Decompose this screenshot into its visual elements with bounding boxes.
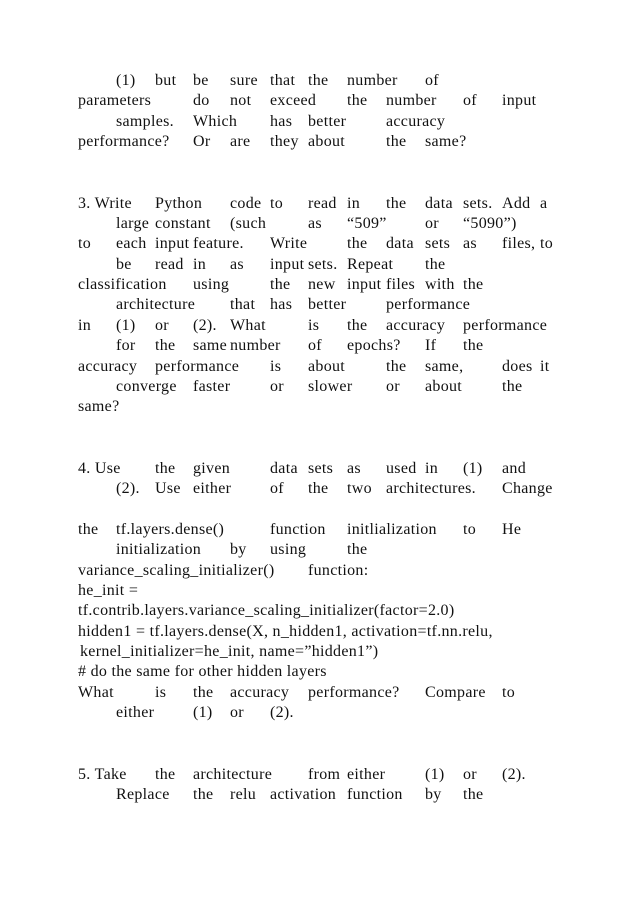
word: function:	[308, 562, 369, 579]
word: relu	[230, 786, 257, 803]
word: as	[347, 460, 361, 477]
word: and	[502, 460, 527, 477]
text-line	[0, 622, 638, 644]
text-line	[0, 765, 638, 787]
word: either	[116, 704, 155, 721]
word: (1)	[116, 72, 136, 89]
text-line	[0, 194, 638, 216]
word: the	[155, 460, 176, 477]
word: not	[230, 92, 252, 109]
word: faster	[193, 378, 231, 395]
word: (1)	[425, 766, 445, 783]
word: kernel_initializer=he_init, name=”hidden1”)	[80, 643, 379, 660]
text-line	[0, 601, 638, 623]
word: has	[270, 296, 293, 313]
word: parameters	[78, 92, 152, 109]
word: input	[347, 276, 382, 293]
word: hidden1 = tf.layers.dense(X, n_hidden1, activation=tf.nn.relu,	[78, 623, 493, 640]
word: to	[540, 235, 554, 252]
word: by	[425, 786, 442, 803]
word: the	[347, 317, 368, 334]
word: about	[308, 133, 346, 150]
text-line	[0, 479, 638, 501]
word: either	[347, 766, 386, 783]
word: or	[386, 378, 400, 395]
word: in	[425, 460, 439, 477]
word: accuracy	[386, 113, 446, 130]
word: variance_scaling_initializer()	[78, 562, 275, 579]
word: performance?	[78, 133, 170, 150]
word: has	[270, 113, 293, 130]
word: number	[230, 337, 281, 354]
word: given	[193, 460, 231, 477]
word: as	[230, 256, 244, 273]
word: does	[502, 358, 533, 375]
text-line	[0, 561, 638, 583]
word: but	[155, 72, 177, 89]
word: Which	[193, 113, 238, 130]
word: sets.	[463, 195, 493, 212]
word: the	[386, 358, 407, 375]
text-line	[0, 91, 638, 113]
word: data	[386, 235, 414, 252]
text-line	[0, 295, 638, 317]
word: # do the same for other hidden layers	[78, 663, 327, 680]
word: (2).	[116, 480, 140, 497]
text-line	[0, 132, 638, 154]
word: the	[386, 195, 407, 212]
word: the	[347, 235, 368, 252]
word: performance	[155, 358, 240, 375]
word: be	[193, 72, 209, 89]
word: Write	[270, 235, 308, 252]
word: the	[386, 133, 407, 150]
word: used	[386, 460, 417, 477]
word: files	[386, 276, 416, 293]
word: number	[386, 92, 437, 109]
word: Replace	[116, 786, 170, 803]
word: is	[308, 317, 320, 334]
word: sets	[425, 235, 451, 252]
word: do	[193, 92, 210, 109]
word: classification	[78, 276, 167, 293]
word: performance?	[308, 684, 400, 701]
word: each	[116, 235, 147, 252]
text-line	[0, 703, 638, 725]
word: What	[230, 317, 266, 334]
text-line	[0, 459, 638, 481]
word: (1)	[463, 460, 483, 477]
word: read	[155, 256, 184, 273]
word: for	[116, 337, 136, 354]
text-line	[0, 234, 638, 256]
text-line	[0, 397, 638, 419]
word: (1)	[116, 317, 136, 334]
word: to	[78, 235, 92, 252]
word: performance	[386, 296, 471, 313]
word: the	[193, 786, 214, 803]
word: initialization	[116, 541, 202, 558]
word: using	[270, 541, 307, 558]
word: Change	[502, 480, 553, 497]
word: input	[502, 92, 537, 109]
word: If	[425, 337, 437, 354]
word: large	[116, 215, 150, 232]
text-line	[0, 642, 638, 664]
word: tf.layers.dense()	[116, 521, 225, 538]
word: accuracy	[386, 317, 446, 334]
word: epochs?	[347, 337, 401, 354]
text-line	[0, 336, 638, 358]
word: new	[308, 276, 336, 293]
word: 4. Use	[78, 460, 121, 477]
text-line	[0, 255, 638, 277]
word: (1)	[193, 704, 213, 721]
word: the	[308, 72, 329, 89]
word: he_init =	[78, 582, 139, 599]
word: feature.	[193, 235, 244, 252]
word: is	[270, 358, 282, 375]
word: to	[463, 521, 477, 538]
word: Repeat	[347, 256, 394, 273]
word: that	[230, 296, 256, 313]
word: the	[502, 378, 523, 395]
word: samples.	[116, 113, 174, 130]
word: by	[230, 541, 247, 558]
text-line	[0, 540, 638, 562]
word: accuracy	[78, 358, 138, 375]
text-line	[0, 71, 638, 93]
word: input	[270, 256, 305, 273]
text-line	[0, 214, 638, 236]
word: sure	[230, 72, 258, 89]
word: architecture	[116, 296, 196, 313]
word: 3. Write	[78, 195, 132, 212]
word: architecture	[193, 766, 273, 783]
word: the	[463, 786, 484, 803]
word: Or	[193, 133, 211, 150]
word: same,	[425, 358, 464, 375]
word: the	[347, 541, 368, 558]
word: a	[540, 195, 548, 212]
word: of	[425, 72, 439, 89]
word: about	[308, 358, 346, 375]
word: constant	[155, 215, 211, 232]
word: be	[116, 256, 132, 273]
word: is	[155, 684, 167, 701]
text-line	[0, 785, 638, 807]
word: it	[540, 358, 550, 375]
word: that	[270, 72, 296, 89]
word: 5. Take	[78, 766, 127, 783]
word: initlialization	[347, 521, 437, 538]
word: Add	[502, 195, 531, 212]
word: they	[270, 133, 299, 150]
word: “5090”)	[463, 215, 517, 232]
word: sets.	[308, 256, 338, 273]
word: “509”	[347, 215, 387, 232]
word: function	[270, 521, 326, 538]
word: with	[425, 276, 455, 293]
word: tf.contrib.layers.variance_scaling_initializer(factor=2.0)	[78, 602, 455, 619]
word: the	[308, 480, 329, 497]
word: of	[308, 337, 322, 354]
word: He	[502, 521, 522, 538]
word: the	[193, 684, 214, 701]
word: the	[425, 256, 446, 273]
word: architectures.	[386, 480, 476, 497]
word: code	[230, 195, 262, 212]
word: are	[230, 133, 251, 150]
word: either	[193, 480, 232, 497]
word: in	[78, 317, 92, 334]
word: data	[270, 460, 298, 477]
word: as	[463, 235, 477, 252]
word: exceed	[270, 92, 317, 109]
text-line	[0, 520, 638, 542]
word: the	[463, 276, 484, 293]
word: in	[347, 195, 361, 212]
word: converge	[116, 378, 177, 395]
word: better	[308, 296, 347, 313]
word: function	[347, 786, 403, 803]
word: input	[155, 235, 190, 252]
text-line	[0, 662, 638, 684]
word: using	[193, 276, 230, 293]
word: Use	[155, 480, 181, 497]
word: about	[425, 378, 463, 395]
word: (2).	[193, 317, 217, 334]
word: of	[463, 92, 477, 109]
word: the	[155, 766, 176, 783]
word: sets	[308, 460, 334, 477]
word: from	[308, 766, 341, 783]
word: two	[347, 480, 372, 497]
word: Python	[155, 195, 203, 212]
text-line	[0, 581, 638, 603]
word: activation	[270, 786, 337, 803]
word: to	[502, 684, 516, 701]
word: in	[193, 256, 207, 273]
word: the	[347, 92, 368, 109]
word: What	[78, 684, 114, 701]
word: same	[193, 337, 228, 354]
word: or	[425, 215, 439, 232]
word: to	[270, 195, 284, 212]
word: (2).	[502, 766, 526, 783]
text-line	[0, 316, 638, 338]
word: files,	[502, 235, 536, 252]
word: of	[270, 480, 284, 497]
word: the	[270, 276, 291, 293]
text-line	[0, 112, 638, 134]
word: or	[270, 378, 284, 395]
text-line	[0, 683, 638, 705]
word: same?	[78, 398, 120, 415]
word: accuracy	[230, 684, 290, 701]
word: or	[155, 317, 169, 334]
text-line	[0, 377, 638, 399]
word: the	[155, 337, 176, 354]
word: or	[463, 766, 477, 783]
word: (2).	[270, 704, 294, 721]
word: performance	[463, 317, 548, 334]
word: same?	[425, 133, 467, 150]
word: Compare	[425, 684, 486, 701]
word: the	[463, 337, 484, 354]
word: data	[425, 195, 453, 212]
word: better	[308, 113, 347, 130]
word: the	[78, 521, 99, 538]
word: read	[308, 195, 337, 212]
word: number	[347, 72, 398, 89]
text-line	[0, 357, 638, 379]
word: or	[230, 704, 244, 721]
word: slower	[308, 378, 353, 395]
word: as	[308, 215, 322, 232]
word: (such	[230, 215, 267, 232]
text-line	[0, 275, 638, 297]
